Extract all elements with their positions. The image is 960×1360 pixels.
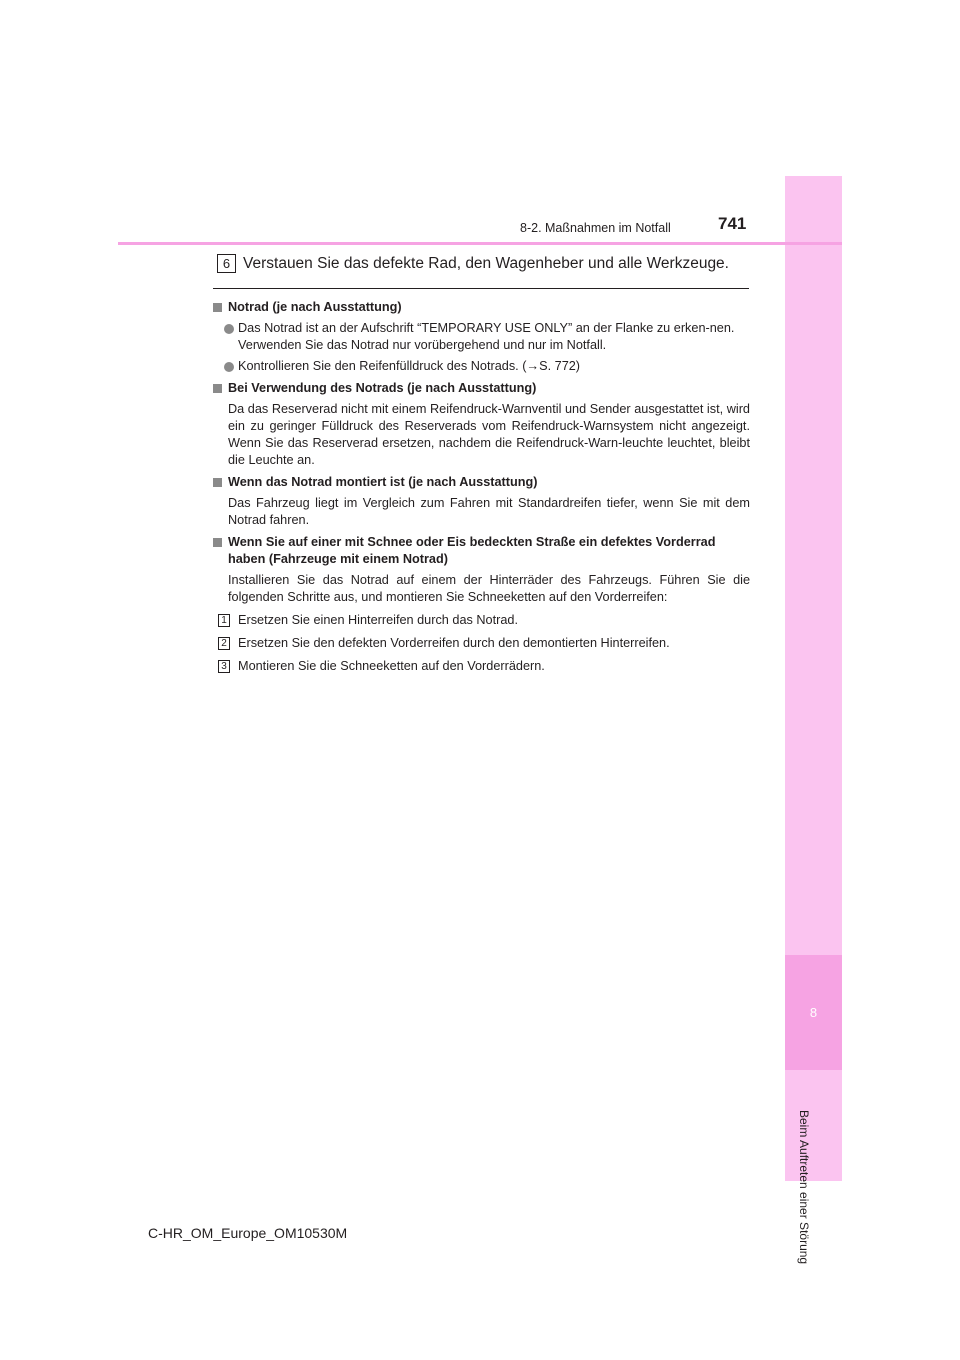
chapter-number: 8 xyxy=(809,1005,818,1020)
note-heading xyxy=(210,474,750,491)
numbered-step xyxy=(210,612,750,629)
page-number: 741 xyxy=(718,214,747,233)
square-bullet-icon xyxy=(213,384,222,393)
note-heading-text: Notrad (je nach Ausstattung) xyxy=(228,300,402,314)
note-heading xyxy=(210,534,750,568)
note-heading-text: Wenn Sie auf einer mit Schnee oder Eis bedeckten Straße ein defektes Vorderrad haben (Fahrzeuge mit einem Notrad) xyxy=(228,535,716,566)
note-bullet-text: Verwenden Sie das Notrad nur vorübergehend und nur im Notfall. xyxy=(238,338,607,352)
document-id: C-HR_OM_Europe_OM10530M xyxy=(148,1225,348,1241)
step-number: 3 xyxy=(218,660,230,673)
section-title: 8-2. Maßnahmen im Notfall xyxy=(520,221,671,235)
note-bullet-text: Das Notrad ist an der Aufschrift “TEMPORARY USE ONLY” an der Flanke zu erken-nen. xyxy=(238,321,735,335)
section-divider xyxy=(213,288,749,289)
step-number: 1 xyxy=(218,614,230,627)
note-bullet xyxy=(210,358,750,375)
step-text: Ersetzen Sie einen Hinterreifen durch das Notrad. xyxy=(238,613,518,627)
note-heading xyxy=(210,380,750,397)
note-bullet-text: Kontrollieren Sie den Reifenfülldruck des Notrads. (→S. 772) xyxy=(238,359,581,373)
note-bullet xyxy=(210,320,750,354)
square-bullet-icon xyxy=(213,538,222,547)
circle-bullet-icon xyxy=(224,362,234,372)
step-number-6: 6 xyxy=(217,254,236,273)
numbered-step xyxy=(210,635,750,652)
square-bullet-icon xyxy=(213,478,222,487)
note-paragraph: Da das Reserverad nicht mit einem Reifendruck-Warnventil und Sender ausgestattet ist, wird ein zu geringer Fülldruck des Reserverads vom Reifendruck-Warnsystem nicht angezeigt. Wenn Sie das Reserverad ersetzen, nachdem die Reifendruck-Warn-leuchte leuchtet, bleibt die Leuchte an. xyxy=(228,402,750,467)
step-text: Ersetzen Sie den defekten Vorderreifen durch den demontierten Hinterreifen. xyxy=(238,636,670,650)
numbered-step xyxy=(210,658,750,675)
step-text: Montieren Sie die Schneeketten auf den Vorderrädern. xyxy=(238,659,545,673)
step-number: 2 xyxy=(218,637,230,650)
chapter-number-tab xyxy=(785,955,842,1070)
square-bullet-icon xyxy=(213,303,222,312)
chapter-label: Beim Auftreten einer Störung xyxy=(797,1110,811,1265)
note-heading-text: Wenn das Notrad montiert ist (je nach Ausstattung) xyxy=(228,475,538,489)
circle-bullet-icon xyxy=(224,324,234,334)
notes-section xyxy=(210,294,750,675)
step-6-text: Verstauen Sie das defekte Rad, den Wagenheber und alle Werkzeuge. xyxy=(243,255,729,272)
note-paragraph: Installieren Sie das Notrad auf einem der Hinterräder des Fahrzeugs. Führen Sie die folgenden Schritte aus, und montieren Sie Schneeketten auf den Vorderreifen: xyxy=(228,573,750,604)
note-heading-text: Bei Verwendung des Notrads (je nach Ausstattung) xyxy=(228,381,537,395)
note-heading xyxy=(210,299,750,316)
header-rule xyxy=(118,242,842,245)
note-paragraph: Das Fahrzeug liegt im Vergleich zum Fahren mit Standardreifen tiefer, wenn Sie mit dem Notrad fahren. xyxy=(228,496,750,527)
